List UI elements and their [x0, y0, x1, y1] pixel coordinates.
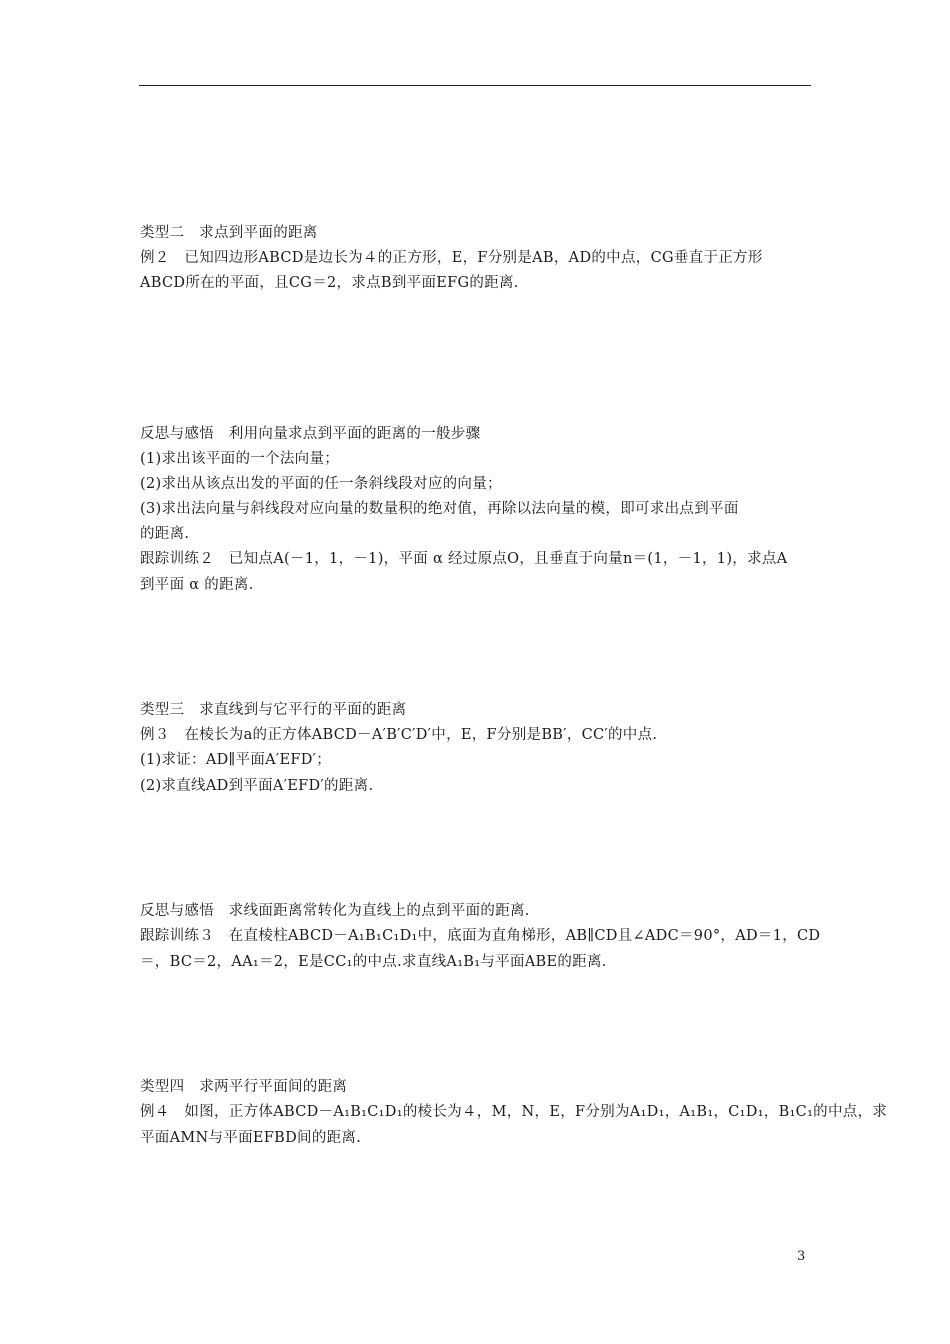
example3-part2: (2)求直线AD到平面A′EFD′的距离.	[140, 778, 374, 794]
reflection-heading-1: 反思与感悟 利用向量求点到平面的距离的一般步骤	[140, 426, 481, 442]
step-2: (2)求出从该点出发的平面的任一条斜线段对应的向量；	[140, 476, 502, 492]
page-number: 3	[797, 1249, 806, 1264]
step-1: (1)求出该平面的一个法向量；	[140, 451, 340, 467]
practice3-line1: 跟踪训练３ 在直棱柱ABCD－A₁B₁C₁D₁中，底面为直角梯形，AB∥CD且∠ADC＝90°，AD＝1，CD	[140, 928, 821, 944]
section-heading-type2: 类型二 求点到平面的距离	[140, 225, 318, 241]
step-3-line2: 的距离.	[140, 526, 190, 542]
example3-part1: (1)求证：AD∥平面A′EFD′；	[140, 752, 332, 768]
practice2-line2: 到平面 α 的距离.	[140, 577, 254, 593]
example2-line1: 例２ 已知四边形ABCD是边长为４的正方形，E，F分别是AB，AD的中点，CG垂直于正方形	[140, 250, 763, 266]
step-3-line1: (3)求出法向量与斜线段对应向量的数量积的绝对值，再除以法向量的模，即可求出点到平面	[140, 501, 739, 517]
practice2-line1: 跟踪训练２ 已知点A(－1，1，－1)，平面 α 经过原点O，且垂直于向量n＝(1，－1，1)，求点A	[140, 551, 788, 567]
example3-line1: 例３ 在棱长为a的正方体ABCD－A′B′C′D′中，E，F分别是BB′，CC′的中点.	[140, 727, 658, 743]
reflection-heading-2: 反思与感悟 求线面距离常转化为直线上的点到平面的距离.	[140, 903, 530, 919]
example4-line1: 例４ 如图，正方体ABCD－A₁B₁C₁D₁的棱长为４，M，N，E，F分别为A₁D₁，A₁B₁，C₁D₁，B₁C₁的中点，求	[140, 1104, 888, 1120]
section-heading-type4: 类型四 求两平行平面间的距离	[140, 1079, 348, 1095]
example4-line2: 平面AMN与平面EFBD间的距离.	[140, 1130, 362, 1146]
header-rule	[139, 85, 811, 86]
example2-line2: ABCD所在的平面，且CG＝2，求点B到平面EFG的距离.	[140, 275, 519, 291]
section-heading-type3: 类型三 求直线到与它平行的平面的距离	[140, 702, 407, 718]
practice3-line2: ＝，BC＝2，AA₁＝2，E是CC₁的中点.求直线A₁B₁与平面ABE的距离.	[140, 954, 607, 970]
